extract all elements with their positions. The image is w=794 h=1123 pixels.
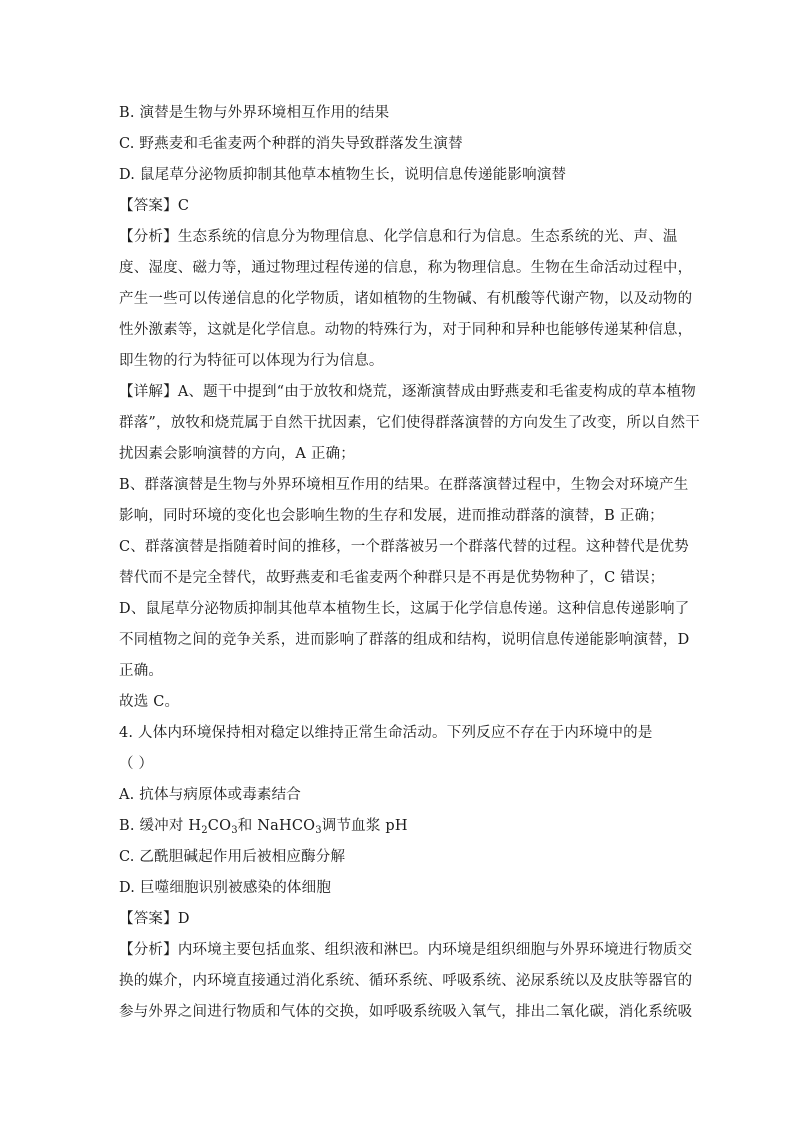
q4-stem: 4. 人体内环境保持相对稳定以维持正常生命活动。下列反应不存在于内环境中的是 <box>119 725 653 741</box>
analysis-label: 【分析】 <box>119 229 178 245</box>
q3-conclusion: 故选 C。 <box>119 694 180 710</box>
q3-analysis-line-5: 即生物的行为特征可以体现为行为信息。 <box>119 353 384 369</box>
q4-analysis-line-2: 换的媒介，内环境直接通过消化系统、循环系统、呼吸系统、泌尿系统以及皮肤等器官的 <box>119 973 693 989</box>
q3-option-d: D. 鼠尾草分泌物质抑制其他草本植物生长，说明信息传递能影响演替 <box>119 167 567 183</box>
q3-detail-line-6: C、群落演替是指随着时间的推移，一个群落被另一个群落代替的过程。这种替代是优势 <box>119 539 689 555</box>
answer-value: D <box>177 911 190 927</box>
q3-detail-line-2: 群落”，放牧和烧荒属于自然干扰因素，它们使得群落演替的方向发生了改变，所以自然干 <box>119 415 700 431</box>
q3-detail-line-7: 替代而不是完全替代，故野燕麦和毛雀麦两个种群只是不再是优势物种了，C 错误； <box>119 570 665 586</box>
q4-analysis-line-1 <box>119 940 693 960</box>
detail-label: 【详解】 <box>119 384 178 400</box>
q4-option-b-prefix: B. 缓冲对 H <box>119 818 202 834</box>
q3-detail-line-9: 不同植物之间的竞争关系，进而影响了群落的组成和结构，说明信息传递能影响演替，D <box>119 632 690 648</box>
analysis-text: 生态系统的信息分为物理信息、化学信息和行为信息。生态系统的光、声、温 <box>177 229 678 245</box>
q3-analysis-line-4: 性外激素等，这就是化学信息。动物的特殊行为，对于同种和异种也能够传递某种信息， <box>119 322 693 338</box>
q3-analysis-line-1 <box>119 227 679 247</box>
q4-option-c: C. 乙酰胆碱起作用后被相应酶分解 <box>119 849 346 865</box>
q4-answer <box>119 909 679 929</box>
analysis-text: 内环境主要包括血浆、组织液和淋巴。内环境是组织细胞与外界环境进行物质交 <box>177 942 693 958</box>
subscript: 2 <box>201 825 208 836</box>
q4-option-b-suffix: 调节血浆 pH <box>321 818 408 834</box>
q3-analysis-line-3: 产生一些可以传递信息的化学物质，诸如植物的生物碱、有机酸等代谢产物，以及动物的 <box>119 291 693 307</box>
answer-value: C <box>177 198 190 214</box>
q4-option-a: A. 抗体与病原体或毒素结合 <box>119 787 301 803</box>
q3-option-c: C. 野燕麦和毛雀麦两个种群的消失导致群落发生演替 <box>119 136 463 152</box>
q4-option-b <box>119 816 679 836</box>
subscript: 3 <box>231 825 238 836</box>
q3-detail-line-10: 正确。 <box>119 663 164 679</box>
q4-option-b-mid2: 和 NaHCO <box>237 818 316 834</box>
q4-analysis-line-3: 参与外界之间进行物质和气体的交换，如呼吸系统吸入氧气，排出二氧化碳，消化系统吸 <box>119 1004 693 1020</box>
answer-label: 【答案】 <box>119 198 178 214</box>
q3-detail-line-3: 扰因素会影响演替的方向，A 正确； <box>119 446 355 462</box>
q3-answer <box>119 196 679 216</box>
detail-text: A、题干中提到“由于放牧和烧荒，逐渐演替成由野燕麦和毛雀麦构成的草本植物 <box>177 384 696 400</box>
q3-detail-line-5: 影响，同时环境的变化也会影响生物的生存和发展，进而推动群落的演替，B 正确； <box>119 508 664 524</box>
q3-option-b: B. 演替是生物与外界环境相互作用的结果 <box>119 105 390 121</box>
q3-detail-line-8: D、鼠尾草分泌物质抑制其他草本植物生长，这属于化学信息传递。这种信息传递影响了 <box>119 601 690 617</box>
q3-detail-line-4: B、群落演替是生物与外界环境相互作用的结果。在群落演替过程中，生物会对环境产生 <box>119 477 689 493</box>
answer-label: 【答案】 <box>119 911 178 927</box>
q3-analysis-line-2: 度、湿度、磁力等，通过物理过程传递的信息，称为物理信息。生物在生命活动过程中， <box>119 260 693 276</box>
q4-option-d: D. 巨噬细胞识别被感染的体细胞 <box>119 880 332 896</box>
q4-answer-blank: （ ） <box>119 756 154 772</box>
subscript: 3 <box>315 825 322 836</box>
q4-option-b-mid1: CO <box>207 818 232 834</box>
q3-detail-line-1 <box>119 382 696 402</box>
analysis-label: 【分析】 <box>119 942 178 958</box>
